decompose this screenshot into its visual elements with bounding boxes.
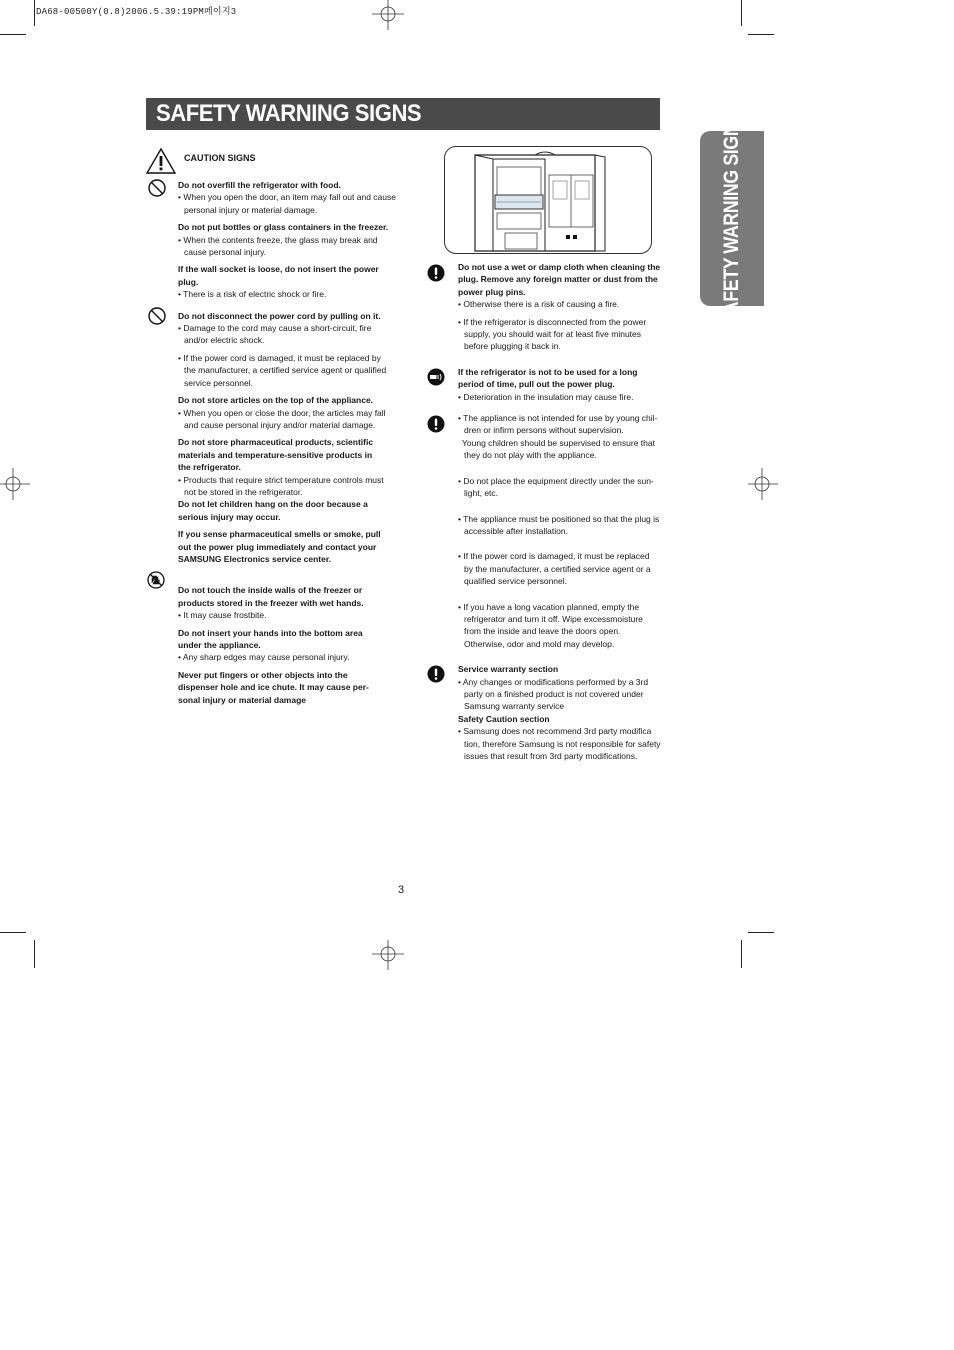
- trim-mark: [34, 940, 35, 968]
- caution-item-heading: Do not disconnect the power cord by pulling on it.: [178, 310, 381, 321]
- print-header-code: DA68-00500Y(0.8)2006.5.39:19PM페이지3: [36, 7, 237, 17]
- caution-item-text: • Samsung does not recommend 3rd party modifica: [458, 726, 652, 737]
- caution-item-text: • When the contents freeze, the glass may break and: [178, 234, 378, 245]
- caution-item-text: from the inside and leave the doors open.: [464, 626, 621, 637]
- left-column: [178, 152, 413, 706]
- mandatory-exclamation-icon: [427, 415, 445, 433]
- caution-item-text: Young children should be supervised to ensure that: [462, 437, 655, 448]
- caution-item-text: issues that result from 3rd party modifications.: [464, 751, 638, 761]
- caution-item-text: • There is a risk of electric shock or fire.: [178, 289, 327, 300]
- caution-item-text: refrigerator and turn it off. Wipe excessmoisture: [464, 613, 643, 624]
- unplug-icon: [427, 368, 445, 386]
- caution-item-text: service personnel.: [184, 377, 253, 388]
- caution-item-text: tion, therefore Samsung is not responsible for safety: [464, 738, 661, 749]
- caution-item-text: light, etc.: [464, 488, 499, 499]
- caution-item-heading: plug. Remove any foreign matter or dust from the: [458, 274, 658, 285]
- caution-item-text: • Deterioration in the insulation may cause fire.: [458, 391, 634, 402]
- caution-item-text: Otherwise, odor and mold may develop.: [464, 638, 615, 649]
- caution-item-heading: dispenser hole and ice chute. It may cause per-: [178, 682, 369, 693]
- caution-item-text: • It may cause frostbite.: [178, 610, 267, 621]
- caution-item-heading: plug.: [178, 276, 199, 287]
- registration-mark-icon: [0, 468, 32, 500]
- caution-item-heading: Service warranty section: [458, 664, 559, 675]
- mandatory-exclamation-icon: [427, 665, 445, 683]
- no-wet-hands-icon: [147, 571, 165, 589]
- caution-item-text: they do not play with the appliance.: [464, 450, 597, 461]
- trim-mark: [34, 0, 35, 26]
- caution-item-text: party on a finished product is not covered under: [464, 688, 644, 699]
- caution-item-text: • When you open or close the door, the articles may fall: [178, 407, 386, 418]
- page-title: SAFETY WARNING SIGNS: [156, 100, 422, 127]
- refrigerator-illustration: [444, 146, 652, 254]
- caution-item-text: dren or infirm persons without supervision.: [464, 425, 624, 436]
- caution-item-text: • Otherwise there is a risk of causing a fire.: [458, 299, 620, 310]
- caution-item-heading: Do not insert your hands into the bottom area: [178, 627, 363, 638]
- caution-item-heading: If the wall socket is loose, do not insert the power: [178, 264, 379, 275]
- caution-item-heading: power plug pins.: [458, 286, 526, 297]
- trim-mark: [748, 932, 774, 933]
- caution-item-heading: products stored in the freezer with wet hands.: [178, 597, 364, 608]
- caution-item-text: • The appliance is not intended for use by young chil-: [458, 413, 658, 424]
- caution-item-heading: Safety Caution section: [458, 713, 550, 724]
- right-column: [458, 261, 662, 762]
- caution-item-text: cause personal injury.: [184, 247, 267, 258]
- side-tab-label: SAFETY WARNING SIGNS: [720, 111, 743, 326]
- side-section-tab: [700, 111, 764, 326]
- caution-item-text: personal injury or material damage.: [184, 204, 318, 215]
- caution-item-heading: SAMSUNG Electronics service center.: [178, 553, 332, 564]
- caution-item-text: supply, you should wait for at least five minutes: [464, 329, 642, 340]
- caution-item-text: • When you open the door, an item may fall out and cause: [178, 192, 396, 203]
- caution-item-text: accessible after installation.: [464, 525, 568, 536]
- caution-item-text: • If you have a long vacation planned, empty the: [458, 601, 640, 612]
- caution-item-heading: Do not put bottles or glass containers in the freezer.: [178, 222, 389, 233]
- registration-mark-icon: [372, 938, 404, 970]
- caution-item-heading: sonal injury or material damage: [178, 694, 307, 705]
- caution-item-text: and cause personal injury and/or material damage.: [184, 419, 376, 430]
- caution-item-text: • Do not place the equipment directly under the sun-: [458, 475, 654, 486]
- caution-item-text: by the manufacturer, a certified service agent or a: [464, 563, 651, 574]
- caution-item-text: • The appliance must be positioned so that the plug is: [458, 513, 660, 524]
- caution-item-heading: Do not touch the inside walls of the freezer or: [178, 585, 363, 596]
- caution-triangle-icon: [146, 148, 176, 174]
- trim-mark: [741, 940, 742, 968]
- page-title-bar: [146, 98, 660, 130]
- caution-item-heading: If you sense pharmaceutical smells or smoke, pull: [178, 529, 381, 540]
- caution-item-heading: materials and temperature-sensitive products in: [178, 449, 373, 460]
- caution-item-text: • If the power cord is damaged, it must be replaced: [458, 551, 650, 562]
- caution-item-heading: Do not store pharmaceutical products, scientific: [178, 437, 374, 448]
- caution-item-heading: Do not store articles on the top of the appliance.: [178, 395, 374, 406]
- prohibited-icon: [147, 306, 167, 326]
- refrigerator-icon: [445, 147, 651, 253]
- caution-item-heading: Do not let children hang on the door because a: [178, 499, 368, 510]
- caution-item-text: • Products that require strict temperature controls must: [178, 474, 384, 485]
- caution-item-text: not be stored in the refrigerator.: [184, 486, 303, 497]
- caution-item-text: • Damage to the cord may cause a short-circuit, fire: [178, 323, 372, 334]
- caution-item-heading: period of time, pull out the power plug.: [458, 379, 615, 390]
- caution-item-heading: out the power plug immediately and contact your: [178, 541, 377, 552]
- caution-item-text: before plugging it back in.: [464, 341, 561, 352]
- caution-item-heading: serious injury may occur.: [178, 511, 281, 522]
- registration-mark-icon: [372, 0, 404, 32]
- caution-item-heading: Do not overfill the refrigerator with food.: [178, 180, 341, 190]
- caution-item-heading: the refrigerator.: [178, 462, 241, 473]
- registration-mark-icon: [746, 468, 778, 500]
- caution-item-text: qualified service personnel.: [464, 576, 568, 587]
- trim-mark: [748, 34, 774, 35]
- caution-heading: CAUTION SIGNS: [184, 153, 256, 163]
- caution-item-heading: Never put fingers or other objects into the: [178, 669, 348, 680]
- prohibited-icon: [147, 178, 167, 198]
- mandatory-exclamation-icon: [427, 264, 445, 282]
- caution-item-text: • Any changes or modifications performed by a 3rd: [458, 676, 649, 687]
- caution-item-text: Samsung warranty service: [464, 701, 565, 712]
- caution-item-heading: If the refrigerator is not to be used for a long: [458, 366, 638, 377]
- page-number: 3: [398, 884, 405, 896]
- trim-mark: [0, 34, 26, 35]
- caution-item-text: • Any sharp edges may cause personal injury.: [178, 652, 350, 663]
- caution-item-text: • If the power cord is damaged, it must be replaced by: [178, 352, 381, 363]
- caution-item-text: the manufacturer, a certified service agent or qualified: [184, 365, 387, 376]
- trim-mark: [0, 932, 26, 933]
- caution-item-text: • If the refrigerator is disconnected from the power: [458, 316, 647, 327]
- caution-item-heading: Do not use a wet or damp cloth when cleaning the: [458, 262, 661, 272]
- trim-mark: [741, 0, 742, 26]
- caution-item-heading: under the appliance.: [178, 640, 261, 650]
- caution-item-text: and/or electric shock.: [184, 335, 265, 346]
